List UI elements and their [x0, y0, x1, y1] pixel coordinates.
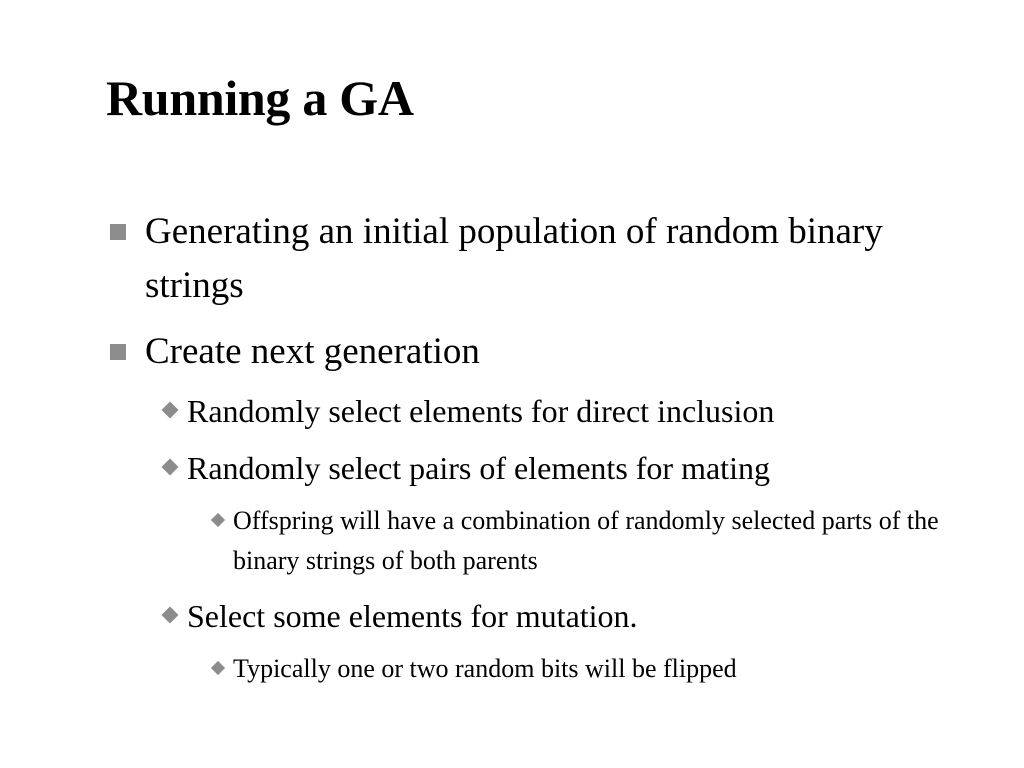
square-bullet-icon [110, 344, 126, 360]
bullet-item-level1: Generating an initial population of random binary strings [145, 211, 883, 306]
square-bullet-icon [110, 224, 126, 240]
bullet-item-level1: Create next generation [145, 331, 480, 372]
diamond-bullet-icon [211, 661, 225, 675]
slide-title: Running a GA [106, 70, 414, 126]
bullet-item-level3: Offspring will have a combination of randomly selected parts of the binary strings of both parents [233, 506, 939, 575]
diamond-bullet-icon [162, 459, 179, 476]
diamond-bullet-icon [211, 513, 225, 527]
bullet-item-level2: Randomly select elements for direct inclusion [187, 393, 775, 429]
bullet-item-level3: Typically one or two random bits will be flipped [233, 654, 737, 683]
bullet-item-level2: Select some elements for mutation. [187, 598, 638, 634]
diamond-bullet-icon [162, 402, 179, 419]
bullet-item-level2: Randomly select pairs of elements for mating [187, 450, 770, 486]
diamond-bullet-icon [162, 607, 179, 624]
